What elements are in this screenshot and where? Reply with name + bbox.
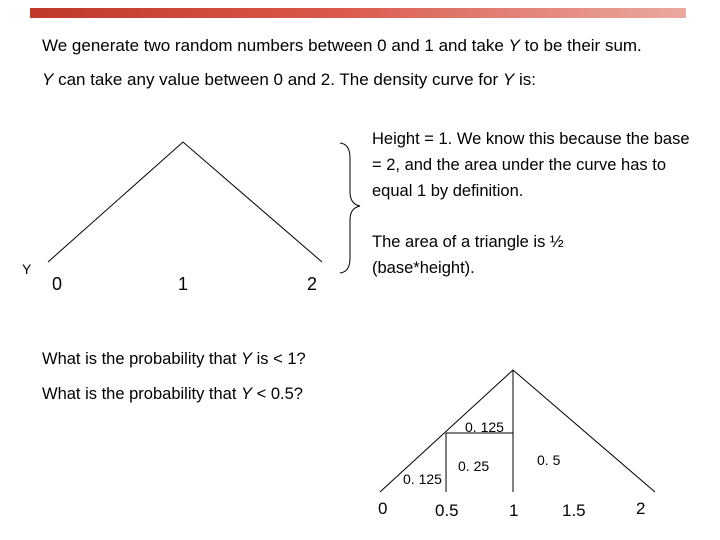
tick-label-2: 2 xyxy=(636,499,646,518)
variable-y: Y xyxy=(241,385,253,403)
intro-text: is: xyxy=(514,70,536,89)
variable-y: Y xyxy=(241,350,253,368)
tick-label-1-5: 1.5 xyxy=(562,501,586,520)
intro-text: can take any value between 0 and 2. The density curve for xyxy=(53,70,503,89)
intro-text: We generate two random numbers between 0 and 1 and take xyxy=(42,36,509,55)
area-label-right-triangle: 0. 5 xyxy=(537,452,561,468)
area-label-left-triangle: 0. 125 xyxy=(403,471,442,487)
triangle-area-formula: The area of a triangle is ½ (base*height). xyxy=(372,233,564,277)
tick-label-1: 1 xyxy=(178,274,189,294)
axis-label-y: Y xyxy=(22,261,32,277)
question-text: < 0.5? xyxy=(252,385,303,403)
tick-label-0: 0 xyxy=(378,499,388,518)
question-text: is < 1? xyxy=(252,350,306,368)
intro-text: to be their sum. xyxy=(519,36,642,55)
area-label-top-square: 0. 125 xyxy=(465,419,504,435)
variable-y: Y xyxy=(508,36,520,55)
variable-y: Y xyxy=(502,70,515,89)
tick-label-0-5: 0.5 xyxy=(435,501,459,520)
curly-brace xyxy=(340,143,360,273)
tick-label-2: 2 xyxy=(307,274,318,294)
tick-label-1: 1 xyxy=(509,501,519,520)
area-label-inner-rect: 0. 25 xyxy=(458,458,490,474)
question-text: What is the probability that xyxy=(42,350,242,368)
variable-y: Y xyxy=(42,70,54,89)
question-text: What is the probability that xyxy=(42,385,242,403)
tick-label-0: 0 xyxy=(52,274,63,294)
height-explanation: Height = 1. We know this because the base = 2, and the area under the curve has to equal 1 by definition. xyxy=(372,130,690,200)
density-triangle xyxy=(48,142,322,262)
